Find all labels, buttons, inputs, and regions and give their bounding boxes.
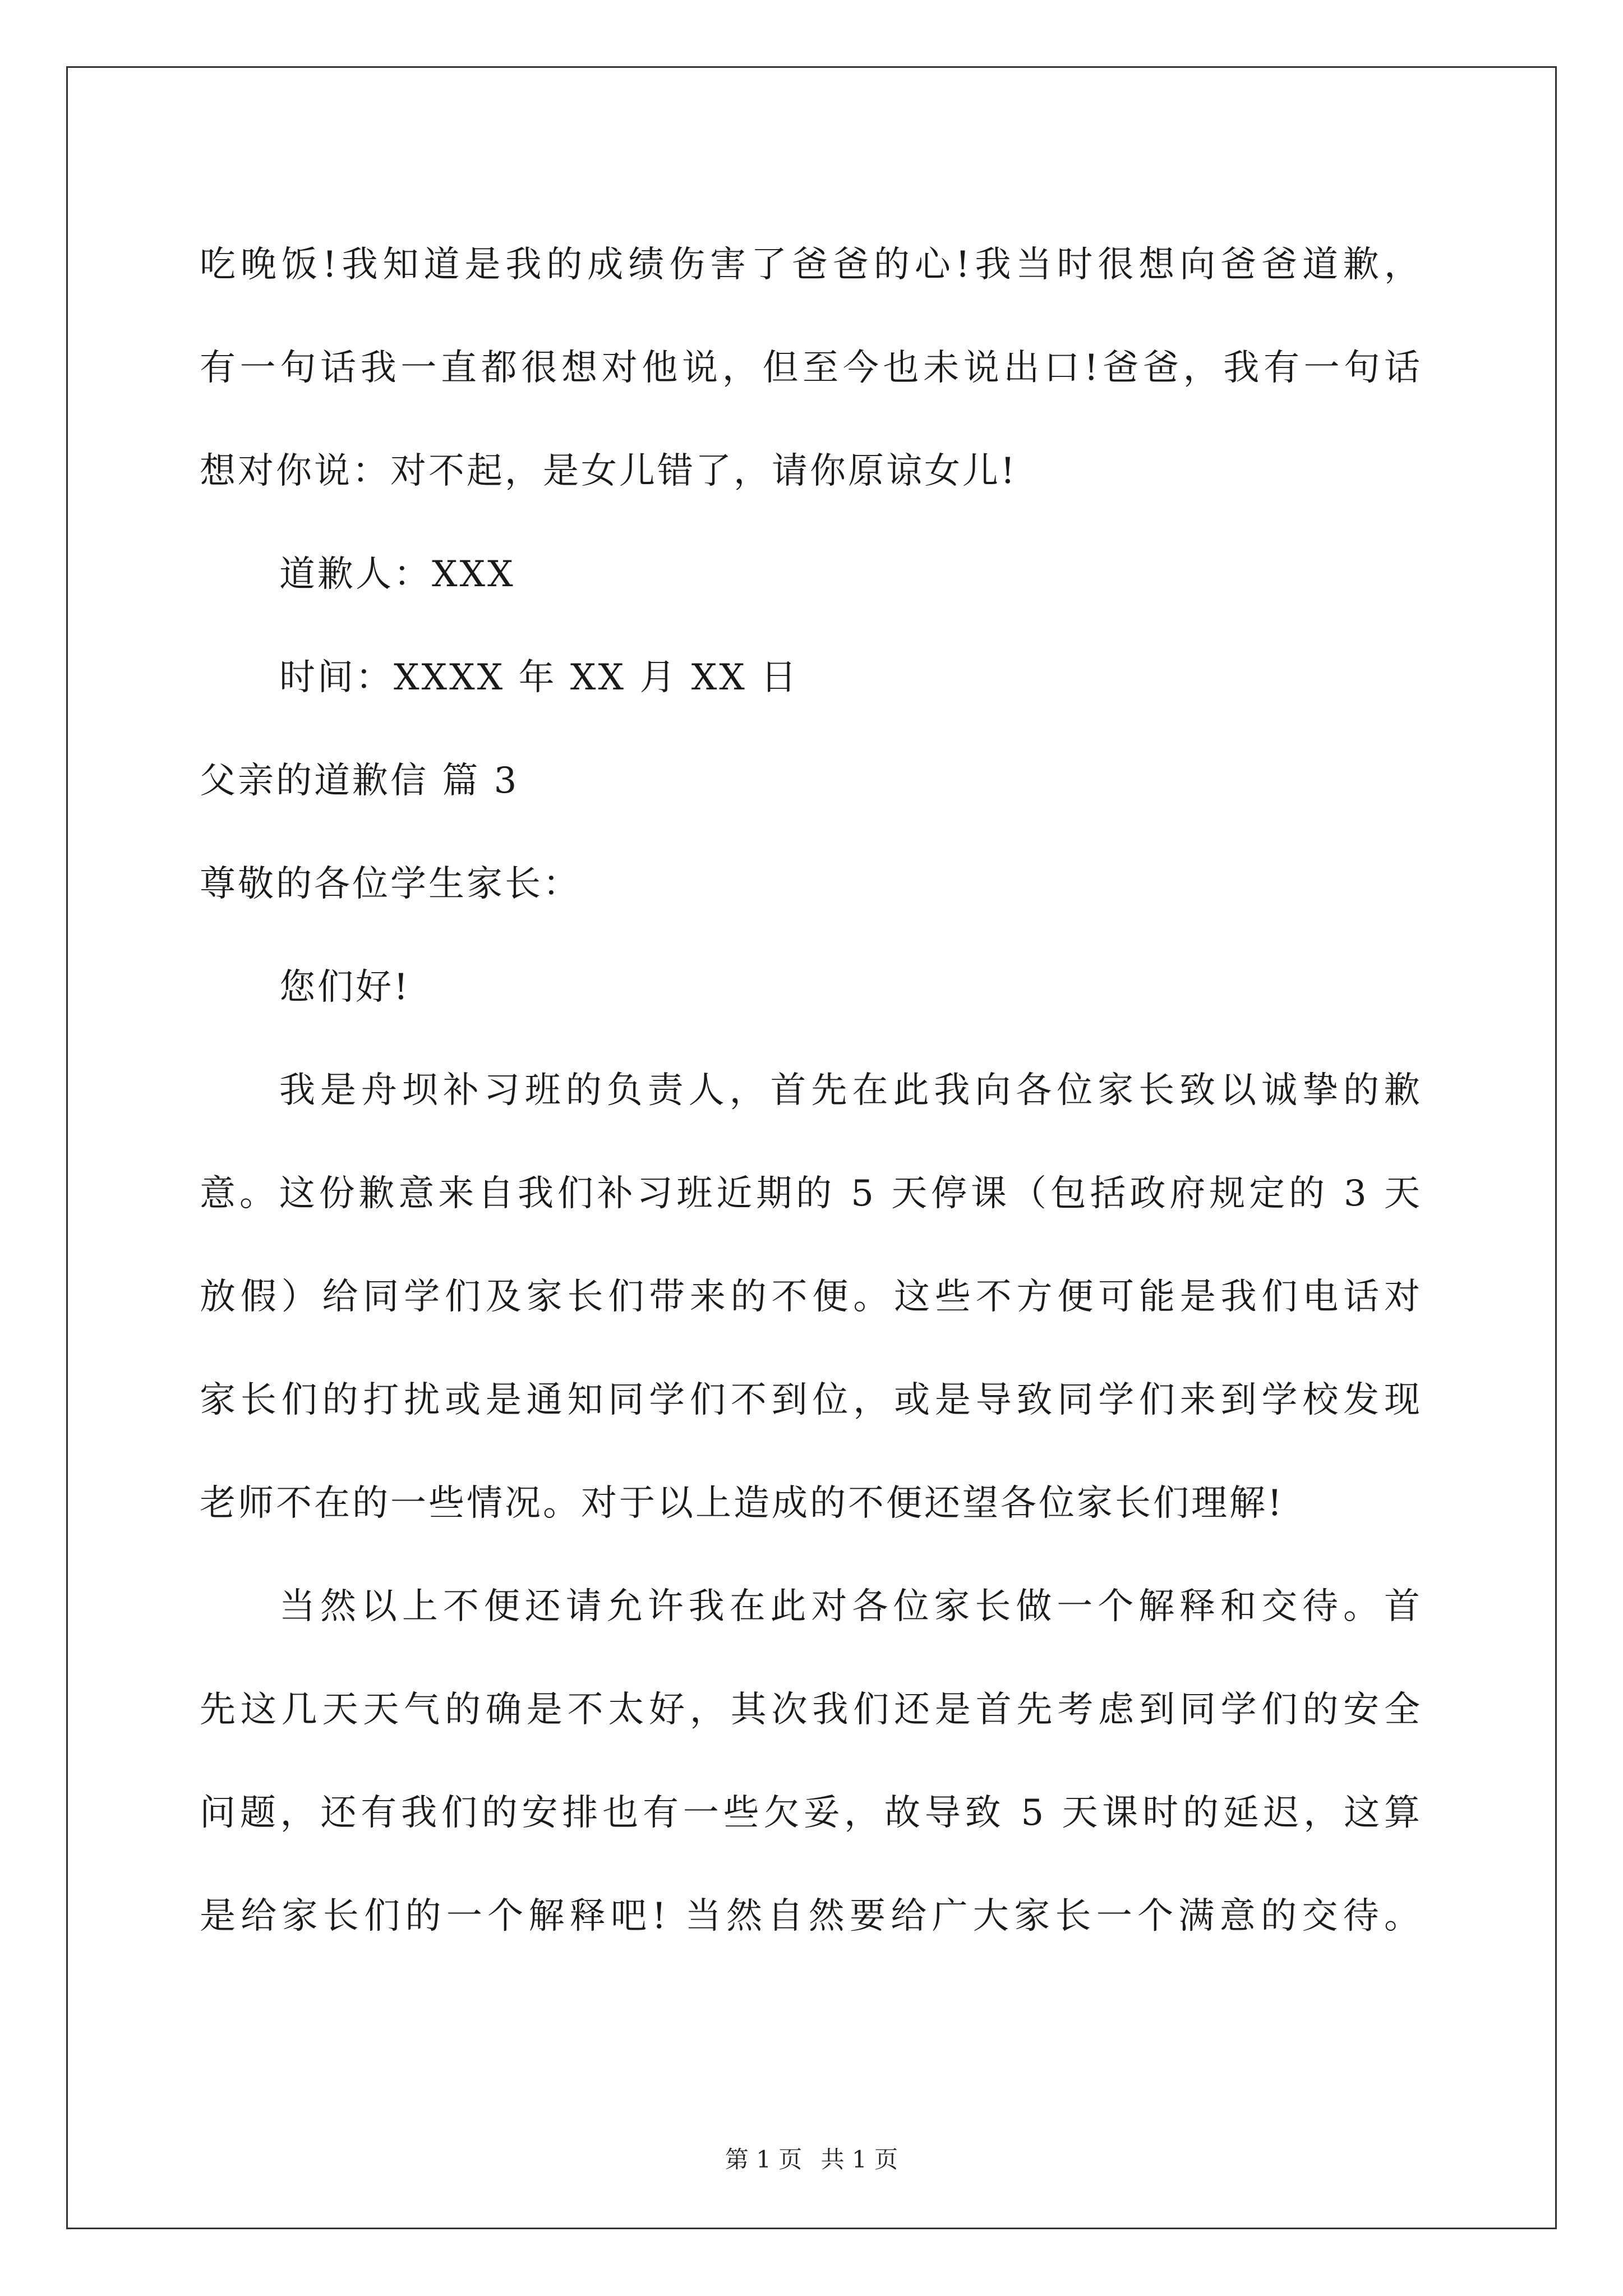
paragraph-line: 有一句话我一直都很想对他说，但至今也未说出口!爸爸，我有一句话 — [200, 347, 1422, 389]
paragraph-line: 当然以上不便还请允许我在此对各位家长做一个解释和交待。首 — [279, 1586, 1422, 1627]
paragraph-line: 是给家长们的一个解释吧! 当然自然要给广大家长一个满意的交待。 — [200, 1895, 1422, 1937]
paragraph-line: 先这几天天气的确是不太好，其次我们还是首先考虑到同学们的安全 — [200, 1689, 1422, 1731]
salutation: 尊敬的各位学生家长： — [200, 863, 581, 905]
page-count: 共 1 页 — [820, 2146, 898, 2173]
paragraph-line: 老师不在的一些情况。对于以上造成的不便还望各位家长们理解! — [200, 1483, 1284, 1524]
greeting: 您们好! — [279, 967, 411, 1008]
paragraph-line: 吃晚饭!我知道是我的成绩伤害了爸爸的心!我当时很想向爸爸道歉， — [200, 244, 1422, 286]
page-number: 第 1 页 — [725, 2146, 803, 2173]
paragraph-line: 问题，还有我们的安排也有一些欠妥，故导致 5 天课时的延迟，这算 — [200, 1792, 1422, 1834]
section-heading: 父亲的道歉信 篇 3 — [200, 760, 519, 802]
page-footer — [0, 2143, 1623, 2177]
paragraph-line: 放假）给同学们及家长们带来的不便。这些不方便可能是我们电话对 — [200, 1276, 1422, 1318]
paragraph-line: 家长们的打扰或是通知同学们不到位，或是导致同学们来到学校发现 — [200, 1379, 1422, 1421]
paragraph-line: 想对你说：对不起，是女儿错了，请你原谅女儿! — [200, 450, 1017, 492]
document-body — [200, 213, 1422, 1968]
paragraph-line: 我是舟坝补习班的负责人，首先在此我向各位家长致以诚挚的歉 — [279, 1070, 1422, 1111]
paragraph-line: 意。这份歉意来自我们补习班近期的 5 天停课（包括政府规定的 3 天 — [200, 1173, 1422, 1214]
date-line: 时间：XXXX 年 XX 月 XX 日 — [279, 657, 799, 698]
signer-line: 道歉人：XXX — [279, 554, 515, 595]
